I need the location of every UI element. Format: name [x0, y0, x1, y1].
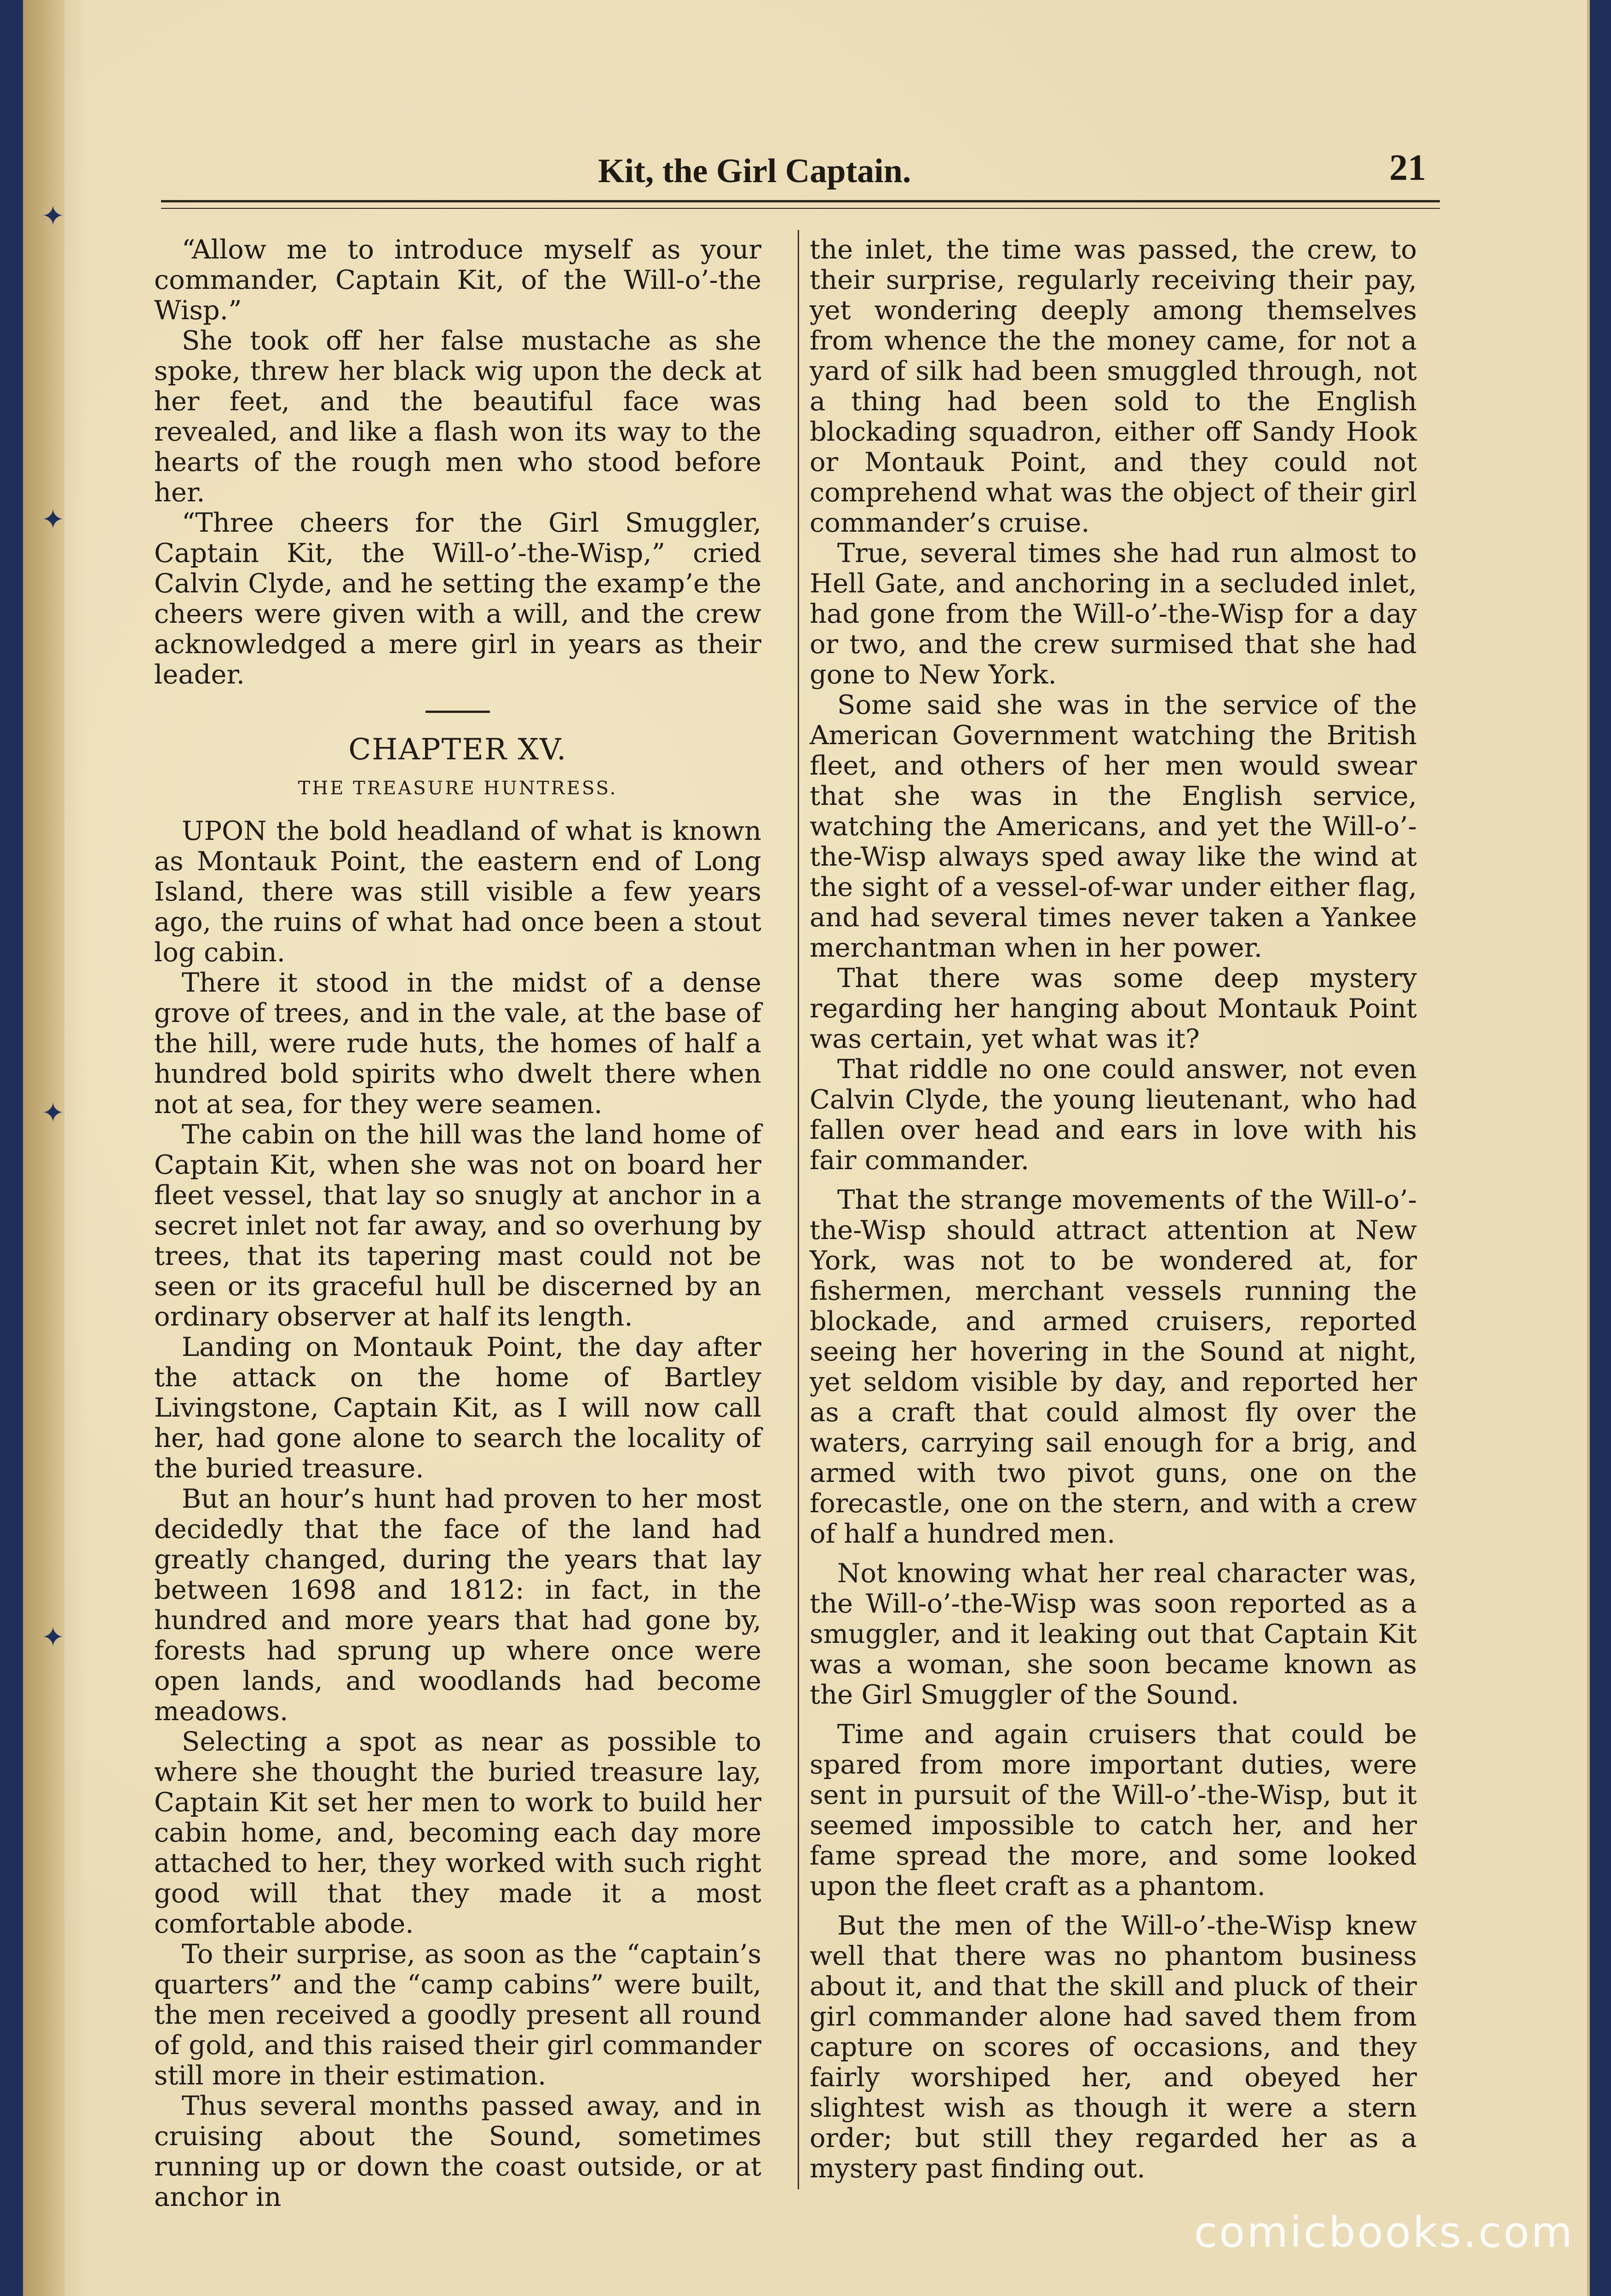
stitch-mark: ✦ — [41, 200, 65, 232]
paragraph: “Three cheers for the Girl Smuggler, Captain Kit, the Will-o’-the-Wisp,” cried Calvin Clyde, and he setting the examp’e the cheers were given with a will, and the crew acknowledged a mere girl in years as their leader. — [154, 507, 761, 690]
paragraph: True, several times she had run almost to Hell Gate, and anchoring in a secluded inlet, had gone from the Will-o’-the-Wisp for a day or two, and the crew surmised that she had gone to New York. — [810, 538, 1417, 690]
paragraph: The cabin on the hill was the land home of Captain Kit, when she was not on board her fleet vessel, that lay so snugly at anchor in a secret inlet not far away, and so overhung by trees, that its tapering mast could not be seen or its graceful hull be discerned by an ordinary observer at half its length. — [154, 1119, 761, 1332]
watermark: comicbooks.com — [1194, 2208, 1574, 2257]
chapter-separator-rule — [426, 711, 490, 713]
paragraph: Landing on Montauk Point, the day after the attack on the home of Bartley Livingstone, Captain Kit, as I will now call her, had gone alone to search the locality of the buried treasure. — [154, 1332, 761, 1484]
header-rule-bottom — [161, 208, 1440, 209]
stitch-mark: ✦ — [41, 1621, 65, 1653]
paragraph: There it stood in the midst of a dense grove of trees, and in the vale, at the base of the hill, were rude huts, the homes of half a hundred bold spirits who dwelt there when not at sea, for they were seamen. — [154, 967, 761, 1119]
chapter-subtitle: THE TREASURE HUNTRESS. — [298, 778, 618, 799]
paragraph: She took off her false mustache as she spoke, threw her black wig upon the deck at her feet, and the beautiful face was revealed, and like a flash won its way to the hearts of the rough men who stood before her. — [154, 325, 761, 508]
paragraph: Some said she was in the service of the American Government watching the British fleet, and others of her men would swear that she was in the English service, watching the Americans, and yet the Will-o’-the-Wisp always sped away like the wind at the sight of a vessel-of-war under either flag, and had several times never taken a Yankee merchantman when in her power. — [810, 689, 1417, 963]
paragraph: But an hour’s hunt had proven to her most decidedly that the face of the land had greatly changed, during the years that lay between 1698 and 1812: in fact, in the hundred and more years that had gone by, forests had sprung up where once were open lands, and woodlands had become meadows. — [154, 1483, 761, 1727]
paragraph: the inlet, the time was passed, the crew, to their surprise, regularly receiving their pay, yet wondering deeply among themselves from whence the the money came, for not a yard of silk had been smuggled through, not a thing had been sold to the English blockading squadron, either off Sandy Hook or Montauk Point, and they could not comprehend what was the object of their girl commander’s cruise. — [810, 234, 1417, 538]
paragraph: Selecting a spot as near as possible to where she thought the buried treasure lay, Captain Kit set her men to work to build her cabin home, and, becoming each day more attached to her, they worked with such right good will that they made it a most comfortable abode. — [154, 1726, 761, 1939]
paragraph: Thus several months passed away, and in cruising about the Sound, sometimes running up or down the coast outside, or at anchor in — [154, 2090, 761, 2212]
stitch-mark: ✦ — [41, 1097, 65, 1129]
paragraph: That the strange movements of the Will-o’-the-Wisp should attract attention at New York, was not to be wondered at, for fishermen, merchant vessels running the blockade, and armed cruisers, reported seeing her hovering in the Sound at night, yet seldom visible by day, and reported her as a craft that could almost fly over the waters, carrying sail enough for a brig, and armed with two pivot guns, one on the forecastle, one on the stern, and with a crew of half a hundred men. — [810, 1184, 1417, 1549]
stitch-mark: ✦ — [41, 504, 65, 536]
paragraph: But the men of the Will-o’-the-Wisp knew well that there was no phantom business about it, and that the skill and pluck of their girl commander alone had saved them from capture on scores of occasions, and they fairly worshiped her, and obeyed her slightest wish as though it were a stern order; but still they regarded her as a mystery past finding out. — [810, 1910, 1417, 2184]
column-divider — [798, 230, 799, 2189]
chapter-heading: CHAPTER XV. — [348, 733, 567, 767]
page-binding — [23, 0, 64, 2296]
paragraph: To their surprise, as soon as the “captain’s quarters” and the “camp cabins” were built, the men received a goodly present all round of gold, and this raised their girl commander still more in their estimation. — [154, 1939, 761, 2091]
book-page — [23, 0, 1590, 2296]
paragraph: Not knowing what her real character was, the Will-o’-the-Wisp was soon reported as a smuggler, and it leaking out that Captain Kit was a woman, she soon became known as the Girl Smuggler of the Sound. — [810, 1558, 1417, 1710]
page-number: 21 — [1389, 148, 1426, 188]
header-rule-top — [161, 200, 1440, 202]
paragraph: That there was some deep mystery regarding her hanging about Montauk Point was certain, yet what was it? — [810, 963, 1417, 1054]
paragraph: That riddle no one could answer, not even Calvin Clyde, the young lieutenant, who had fallen over head and ears in love with his fair commander. — [810, 1054, 1417, 1176]
running-title: Kit, the Girl Captain. — [598, 152, 911, 190]
paragraph: UPON the bold headland of what is known as Montauk Point, the eastern end of Long Island, there was still visible a few years ago, the ruins of what had once been a stout log cabin. — [154, 815, 761, 968]
right-column — [810, 235, 1417, 2184]
paragraph: Time and again cruisers that could be spared from more important duties, were sent in pursuit of the Will-o’-the-Wisp, but it seemed impossible to catch her, and her fame spread the more, and some looked upon the fleet craft as a phantom. — [810, 1719, 1417, 1901]
paragraph: “Allow me to introduce myself as your commander, Captain Kit, of the Will-o’-the Wisp.” — [154, 234, 761, 326]
left-column — [154, 235, 761, 2212]
